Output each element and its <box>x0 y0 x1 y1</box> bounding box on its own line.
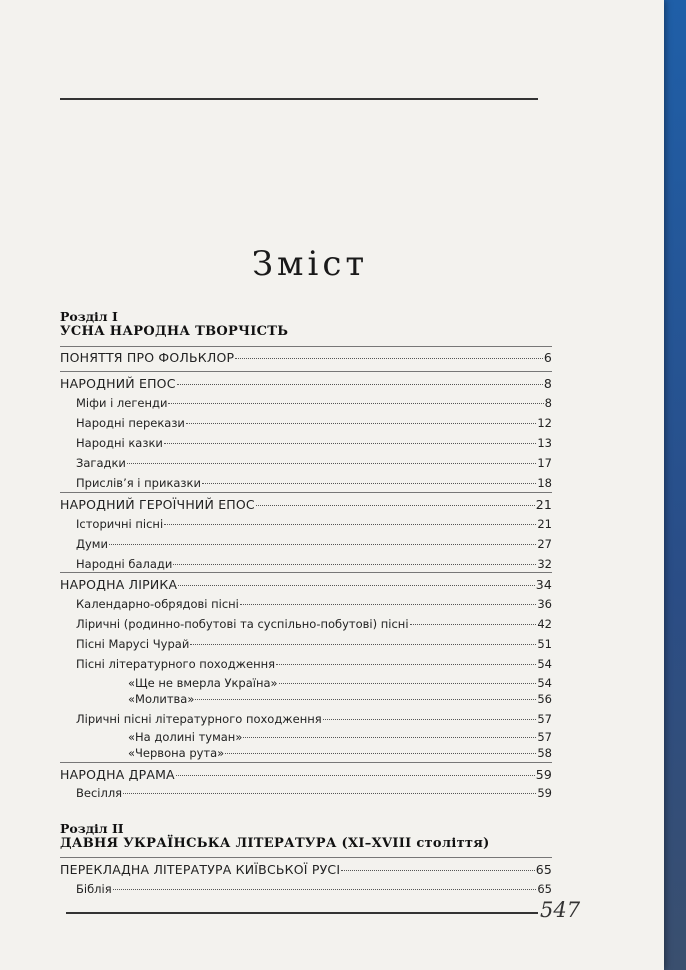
dot-leader <box>177 384 543 385</box>
toc-entry[interactable] <box>76 537 552 551</box>
toc-entry-page: 17 <box>537 456 552 470</box>
dot-leader <box>123 793 536 794</box>
toc-entry-page: 57 <box>537 730 552 744</box>
toc-entry-title: Міфи і легенди <box>76 396 168 410</box>
dot-leader <box>276 664 536 665</box>
toc-entry-title: Історичні пісні <box>76 517 164 531</box>
toc-entry-page: 54 <box>537 657 552 671</box>
toc-entry[interactable] <box>76 597 552 611</box>
toc-entry-title: Загадки <box>76 456 126 470</box>
toc-entry-title: НАРОДНИЙ ЕПОС <box>60 376 176 391</box>
toc-entry-title: Думи <box>76 537 108 551</box>
toc-entry-title: Пісні літературного походження <box>76 657 276 671</box>
toc-entry-title: ПЕРЕКЛАДНА ЛІТЕРАТУРА КИЇВСЬКОЇ РУСІ <box>60 862 341 877</box>
dot-leader <box>176 775 535 776</box>
toc-entry[interactable] <box>76 882 552 896</box>
dot-leader <box>202 483 536 484</box>
toc-entry-title: Весілля <box>76 786 123 800</box>
toc-entry[interactable] <box>76 557 552 571</box>
toc-entry-title: Біблія <box>76 882 112 896</box>
divider <box>60 572 552 573</box>
section-name: ДАВНЯ УКРАЇНСЬКА ЛІТЕРАТУРА (XI–XVIII століття) <box>60 836 490 851</box>
toc-entry-page: 8 <box>544 396 552 410</box>
toc-entry[interactable] <box>128 746 552 760</box>
divider <box>60 857 552 858</box>
toc-entry-page: 58 <box>537 746 552 760</box>
section-label: Розділ II <box>60 821 124 836</box>
toc-entry[interactable] <box>76 456 552 470</box>
toc-entry-title: Пісні Марусі Чурай <box>76 637 190 651</box>
dot-leader <box>256 505 535 506</box>
toc-entry[interactable] <box>60 862 552 877</box>
dot-leader <box>323 719 537 720</box>
toc-entry[interactable] <box>128 730 552 744</box>
toc-entry-page: 65 <box>535 862 552 877</box>
dot-leader <box>173 564 536 565</box>
toc-entry-title: «Ще не вмерла Україна» <box>128 676 278 690</box>
toc-entry-title: НАРОДНА ЛІРИКА <box>60 577 178 592</box>
toc-entry-title: ПОНЯТТЯ ПРО ФОЛЬКЛОР <box>60 350 235 365</box>
dot-leader <box>113 889 537 890</box>
dot-leader <box>109 544 536 545</box>
page-number: 547 <box>540 898 581 922</box>
dot-leader <box>186 423 536 424</box>
toc-entry-page: 18 <box>537 476 552 490</box>
toc-entry-title: Народні балади <box>76 557 173 571</box>
toc-entry[interactable] <box>76 637 552 651</box>
toc-entry-page: 32 <box>537 557 552 571</box>
dot-leader <box>279 683 537 684</box>
section-heading-2 <box>60 821 490 852</box>
dot-leader <box>127 463 536 464</box>
dot-leader <box>164 524 536 525</box>
toc-entry-page: 65 <box>537 882 552 896</box>
toc-entry-page: 21 <box>535 497 552 512</box>
toc-entry-page: 34 <box>535 577 552 592</box>
dot-leader <box>410 624 537 625</box>
toc-entry-title: Прислів’я і приказки <box>76 476 201 490</box>
toc-entry-page: 56 <box>537 692 552 706</box>
toc-entry[interactable] <box>76 657 552 671</box>
toc-entry-title: «Молитва» <box>128 692 195 706</box>
toc-entry[interactable] <box>76 712 552 726</box>
toc-entry[interactable] <box>76 786 552 800</box>
toc-entry-page: 59 <box>535 767 552 782</box>
section-label: Розділ I <box>60 309 118 324</box>
dot-leader <box>164 443 536 444</box>
toc-entry[interactable] <box>76 436 552 450</box>
divider <box>60 762 552 763</box>
toc-entry-page: 57 <box>537 712 552 726</box>
toc-entry-page: 21 <box>537 517 552 531</box>
toc-entry-title: Ліричні пісні літературного походження <box>76 712 322 726</box>
toc-entry-title: НАРОДНА ДРАМА <box>60 767 175 782</box>
toc-entry[interactable] <box>76 617 552 631</box>
dot-leader <box>190 644 536 645</box>
toc-entry[interactable] <box>128 692 552 706</box>
toc-entry-page: 54 <box>537 676 552 690</box>
toc-entry[interactable] <box>76 416 552 430</box>
toc-entry-title: Ліричні (родинно-побутові та суспільно-побутові) пісні <box>76 617 409 631</box>
toc-entry-page: 36 <box>537 597 552 611</box>
toc-entry[interactable] <box>60 376 552 391</box>
toc-entry-title: «Червона рута» <box>128 746 225 760</box>
toc-entry[interactable] <box>60 350 552 365</box>
toc-entry[interactable] <box>76 517 552 531</box>
toc-entry-title: «На долині туман» <box>128 730 243 744</box>
dot-leader <box>240 604 536 605</box>
dot-leader <box>243 737 536 738</box>
toc-entry[interactable] <box>60 577 552 592</box>
toc-entry-page: 12 <box>537 416 552 430</box>
dot-leader <box>341 870 534 871</box>
header-rule <box>60 98 538 100</box>
toc-entry-page: 8 <box>543 376 552 391</box>
toc-entry[interactable] <box>76 476 552 490</box>
dot-leader <box>225 753 536 754</box>
toc-entry-title: Народні казки <box>76 436 163 450</box>
dot-leader <box>235 358 543 359</box>
toc-entry[interactable] <box>60 497 552 512</box>
section-heading-1 <box>60 309 288 340</box>
toc-entry-page: 27 <box>537 537 552 551</box>
toc-entry-page: 42 <box>537 617 552 631</box>
footer-rule <box>66 912 538 914</box>
dot-leader <box>195 699 536 700</box>
divider <box>60 346 552 347</box>
page-title: Зміст <box>251 244 369 284</box>
toc-entry-title: Календарно-обрядові пісні <box>76 597 239 611</box>
dot-leader <box>168 403 543 404</box>
toc-entry[interactable] <box>128 676 552 690</box>
toc-entry-page: 13 <box>537 436 552 450</box>
dot-leader <box>178 585 534 586</box>
section-name: УСНА НАРОДНА ТВОРЧІСТЬ <box>60 324 289 339</box>
toc-entry-page: 6 <box>543 350 552 365</box>
divider <box>60 492 552 493</box>
toc-entry[interactable] <box>76 396 552 410</box>
toc-entry-page: 51 <box>537 637 552 651</box>
toc-entry-title: Народні перекази <box>76 416 185 430</box>
toc-entry[interactable] <box>60 767 552 782</box>
divider <box>60 371 552 372</box>
toc-entry-page: 59 <box>537 786 552 800</box>
toc-entry-title: НАРОДНИЙ ГЕРОЇЧНИЙ ЕПОС <box>60 497 255 512</box>
